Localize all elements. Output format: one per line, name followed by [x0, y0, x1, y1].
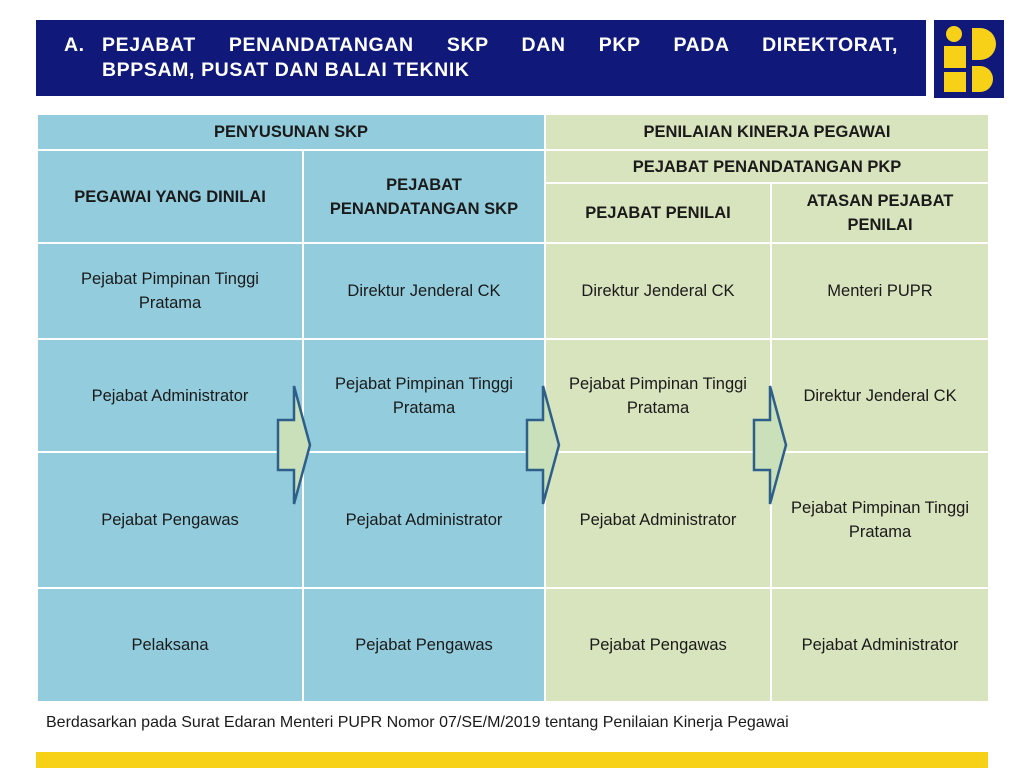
cell-penilai: Pejabat Pengawas [545, 588, 771, 702]
skp-pkp-table [36, 113, 990, 703]
pupr-logo-icon [934, 20, 1004, 98]
cell-pegawai: Pejabat Administrator [37, 339, 303, 452]
column-header-pegawai: PEGAWAI YANG DINILAI [37, 150, 303, 243]
cell-pegawai: Pejabat Pengawas [37, 452, 303, 588]
header-penilaian-kinerja: PENILAIAN KINERJA PEGAWAI [545, 114, 989, 150]
header-penandatangan-pkp: PEJABAT PENANDATANGAN PKP [545, 150, 989, 183]
cell-penilai: Pejabat Administrator [545, 452, 771, 588]
slide-title [36, 20, 926, 96]
cell-atasan: Direktur Jenderal CK [771, 339, 989, 452]
column-header-atasan: ATASAN PEJABAT PENILAI [771, 183, 989, 243]
table-row [37, 243, 989, 339]
cell-penilai: Pejabat Pimpinan Tinggi Pratama [545, 339, 771, 452]
cell-pegawai: Pelaksana [37, 588, 303, 702]
title-number: A. [64, 34, 85, 56]
cell-skp: Pejabat Pengawas [303, 588, 545, 702]
cell-atasan: Pejabat Pimpinan Tinggi Pratama [771, 452, 989, 588]
pupr-logo [934, 20, 1004, 98]
cell-atasan: Menteri PUPR [771, 243, 989, 339]
cell-skp: Pejabat Administrator [303, 452, 545, 588]
cell-skp: Direktur Jenderal CK [303, 243, 545, 339]
right-arrow-icon [525, 382, 561, 508]
right-arrow-icon [752, 382, 788, 508]
table-row [37, 452, 989, 588]
table-row [37, 588, 989, 702]
title-line-1: PEJABAT PENANDATANGAN SKP DAN PKP PADA DIREKTORAT, [102, 34, 898, 56]
bottom-accent-bar [36, 752, 988, 768]
table-row [37, 339, 989, 452]
right-arrow-icon [276, 382, 312, 508]
column-header-penilai: PEJABAT PENILAI [545, 183, 771, 243]
footnote: Berdasarkan pada Surat Edaran Menteri PUPR Nomor 07/SE/M/2019 tentang Penilaian Kinerja Pegawai [46, 714, 789, 731]
header-penyusunan-skp: PENYUSUNAN SKP [37, 114, 545, 150]
cell-skp: Pejabat Pimpinan Tinggi Pratama [303, 339, 545, 452]
title-line-2: BPPSAM, PUSAT DAN BALAI TEKNIK [102, 59, 470, 81]
cell-penilai: Direktur Jenderal CK [545, 243, 771, 339]
column-header-skp: PEJABAT PENANDATANGAN SKP [303, 150, 545, 243]
cell-pegawai: Pejabat Pimpinan Tinggi Pratama [37, 243, 303, 339]
cell-atasan: Pejabat Administrator [771, 588, 989, 702]
